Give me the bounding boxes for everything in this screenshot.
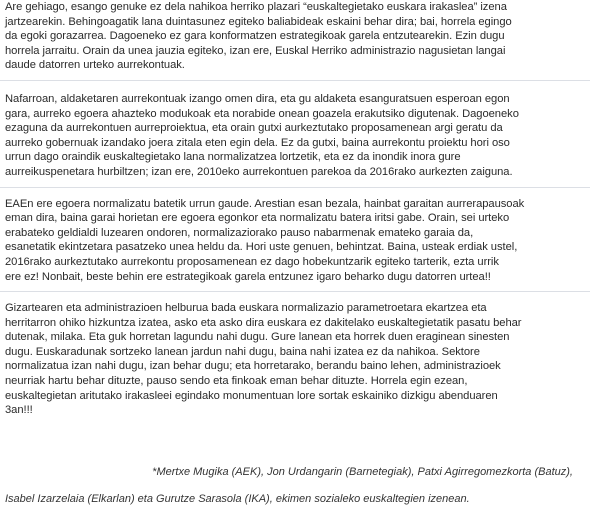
signature-line-2: Isabel Izarzelaia (Elkarlan) eta Gurutze Sarasola (IKA), ekimen sozialeko euskaltegien izenean.	[5, 493, 470, 505]
article-paragraph-1: Are gehiago, esango genuke ez dela nahikoa herriko plazari “euskaltegietako euskara irakaslea” izena jartzearekin. Behingoagatik lana duintasunez egiteko baliabideak eskaini behar dira; bai, horrela egingo da egoki gorazarrea. Dagoeneko ez gara konformatzen estrategikoak garela entzutearekin. Ezin dugu horrela jarraitu. Orain da unea jauzia egiteko, izan ere, Euskal Herriko administrazio nagusietan langai daude datorren urteko aurrekontuak.	[5, 1, 512, 72]
divider	[0, 187, 590, 188]
signature-line-1: *Mertxe Mugika (AEK), Jon Urdangarin (Barnetegiak), Patxi Agirregomezkorta (Batuz),	[152, 466, 573, 478]
divider	[0, 291, 590, 292]
article-paragraph-3: EAEn ere egoera normalizatu batetik urrun gaude. Arestian esan bezala, hainbat garaitan aurrerapausoak eman dira, baina garai horietan ere egoera egonkor eta normalizatu batera iritsi gabe. Orain, sei urteko erabateko geldialdi luzearen ondoren, normalizaziorako pauso nabarmenak emateko garaia da, esanetatik ekintzetara pasatzeko unea heldu da. Hori uste genuen, behintzat. Baina, usteak erdiak ustel, 2016rako aurkeztutako aurrekontu proposamenean ez dago hobekuntzarik egiteko tarterik, ezta urrik ere ez! Nonbait, beste behin ere estrategikoak garela entzunez igaro beharko dugu datorren urtea!!	[5, 197, 525, 283]
article-body	[5, 0, 585, 423]
article-paragraph-4: Gizartearen eta administrazioen helburua bada euskara normalizazio parametroetara ekartzea eta herritarron ohiko hizkuntza izatea, asko eta asko dira euskara ez dakitelako euskaltegietatik pasatu behar dutenak, milaka. Eta guk horretan lagundu nahi dugu. Gure lanean eta horrek duen eraginean sinesten dugu. Euskaradunak sortzeko lanean jardun nahi dugu, baina nahi izatea ez da nahikoa. Sektore normalizatua izan nahi dugu, izan behar dugu; eta horretarako, berandu baino lehen, administrazioek neurriak hartu behar dituzte, pauso sendo eta finkoak eman behar dituzte. Horrela egin ezean, euskaltegietan aritutako irakasleei egindako monumentuan lore sortak eskainiko dizkigu abenduaren 3an!!!	[5, 302, 522, 417]
article-paragraph-2: Nafarroan, aldaketaren aurrekontuak izango omen dira, eta gu aldaketa esanguratsuen esperoan egon gara, aurreko egoera ahazteko modukoak eta norabide onean goazela erakutsiko digutenak. Dagoeneko ezaguna da aurrekontuen aurreproiektua, eta orain gutxi aurkeztutako proposamenean argi geratu da aurreko gobernuak izandako joera zitala eten egin dela. Ez da gutxi, baina aurrekontu proiektu hori oso urrun dago oraindik euskaltegietako lana normalizatzea lortzetik, eta ez da inondik inora gure aurreikuspenetara hurbiltzen; izan ere, 2010eko aurrekontuen parekoa da 2016rako aurkezten zaiguna.	[5, 92, 519, 178]
divider	[0, 80, 590, 81]
